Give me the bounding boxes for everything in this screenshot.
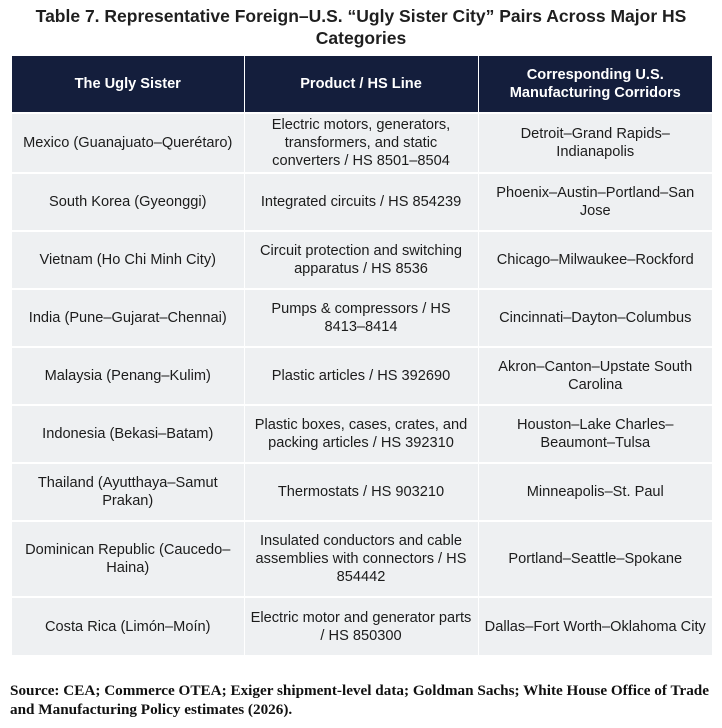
cell-us-corridor: Akron–Canton–Upstate South Carolina [478, 347, 712, 405]
cell-us-corridor: Detroit–Grand Rapids–Indianapolis [478, 113, 712, 173]
table-row [12, 463, 712, 521]
cell-ugly-sister: Mexico (Guanajuato–Querétaro) [12, 113, 244, 173]
ugly-sister-city-table [12, 56, 712, 655]
cell-ugly-sister: India (Pune–Gujarat–Chennai) [12, 289, 244, 347]
table-row [12, 347, 712, 405]
table-row [12, 405, 712, 463]
cell-us-corridor: Phoenix–Austin–Portland–San Jose [478, 173, 712, 231]
cell-product-hs-line: Insulated conductors and cable assemblies with connectors / HS 854442 [244, 521, 478, 597]
table-row [12, 289, 712, 347]
cell-ugly-sister: Indonesia (Bekasi–Batam) [12, 405, 244, 463]
cell-us-corridor: Minneapolis–St. Paul [478, 463, 712, 521]
cell-product-hs-line: Circuit protection and switching apparatus / HS 8536 [244, 231, 478, 289]
page-title: Table 7. Representative Foreign–U.S. “Ugly Sister City” Pairs Across Major HS Categories [35, 6, 687, 48]
cell-product-hs-line: Plastic articles / HS 392690 [244, 347, 478, 405]
cell-product-hs-line: Integrated circuits / HS 854239 [244, 173, 478, 231]
table-header-row [12, 56, 712, 113]
table-row [12, 231, 712, 289]
source-note: Source: CEA; Commerce OTEA; Exiger shipment-level data; Goldman Sachs; White House Office of Trade and Manufacturing Policy estimates (2026). [10, 682, 709, 718]
column-header-product-hs-line: Product / HS Line [244, 56, 478, 113]
column-header-us-corridors: Corresponding U.S. Manufacturing Corridors [478, 56, 712, 113]
table-row [12, 521, 712, 597]
column-header-ugly-sister: The Ugly Sister [12, 56, 244, 113]
table-row [12, 173, 712, 231]
cell-product-hs-line: Plastic boxes, cases, crates, and packing articles / HS 392310 [244, 405, 478, 463]
cell-product-hs-line: Thermostats / HS 903210 [244, 463, 478, 521]
cell-product-hs-line: Electric motors, generators, transformers, and static converters / HS 8501–8504 [244, 113, 478, 173]
cell-us-corridor: Portland–Seattle–Spokane [478, 521, 712, 597]
cell-product-hs-line: Electric motor and generator parts / HS 850300 [244, 597, 478, 655]
table-row [12, 113, 712, 173]
cell-us-corridor: Cincinnati–Dayton–Columbus [478, 289, 712, 347]
cell-ugly-sister: Costa Rica (Limón–Moín) [12, 597, 244, 655]
cell-ugly-sister: Thailand (Ayutthaya–Samut Prakan) [12, 463, 244, 521]
cell-ugly-sister: Vietnam (Ho Chi Minh City) [12, 231, 244, 289]
cell-ugly-sister: Dominican Republic (Caucedo–Haina) [12, 521, 244, 597]
cell-us-corridor: Dallas–Fort Worth–Oklahoma City [478, 597, 712, 655]
cell-ugly-sister: Malaysia (Penang–Kulim) [12, 347, 244, 405]
table-row [12, 597, 712, 655]
cell-product-hs-line: Pumps & compressors / HS 8413–8414 [244, 289, 478, 347]
cell-ugly-sister: South Korea (Gyeonggi) [12, 173, 244, 231]
cell-us-corridor: Chicago–Milwaukee–Rockford [478, 231, 712, 289]
cell-us-corridor: Houston–Lake Charles–Beaumont–Tulsa [478, 405, 712, 463]
